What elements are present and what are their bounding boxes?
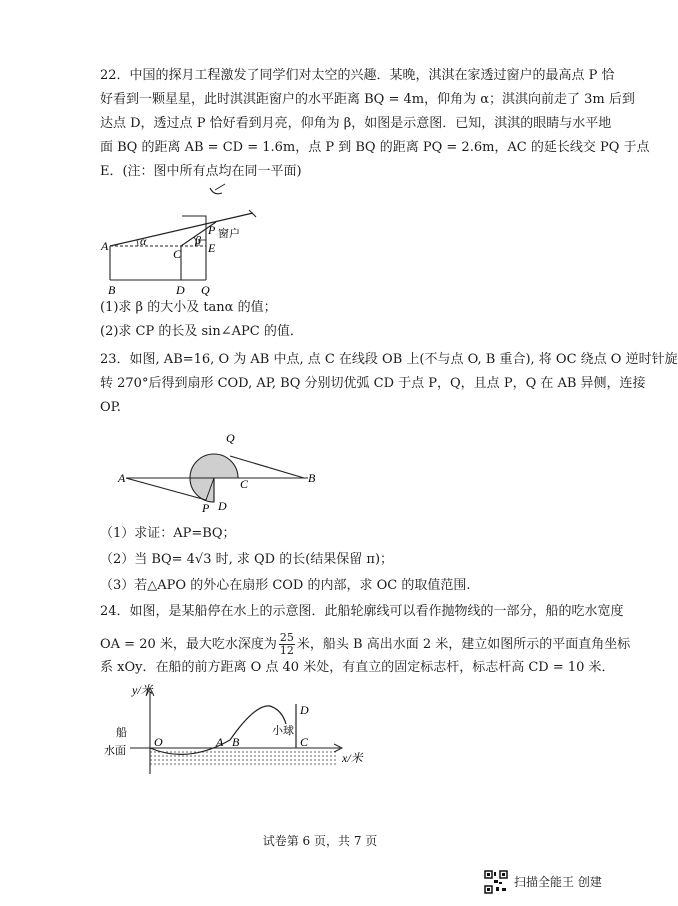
- q24-line-2: [100, 632, 630, 657]
- q22-label-beta: β: [195, 233, 201, 247]
- q22-line-5: E．(注：图中所有点均在同一平面): [100, 164, 302, 179]
- q24-label-ball: 小球: [272, 724, 294, 737]
- q23-figure: [118, 430, 328, 520]
- q24-figure: [100, 683, 363, 776]
- q22-line-4: 面 BQ 的距离 AB = CD = 1.6m，点 P 到 BQ 的距离 PQ = 2.6m，AC 的延长线交 PQ 于点: [100, 140, 650, 155]
- q23-label-p: P: [202, 501, 210, 515]
- tangent-bq: [230, 456, 304, 478]
- q23-label-q: Q: [226, 431, 235, 445]
- q24-label-o: O: [154, 735, 163, 749]
- q24-line-3: 系 xOy．在船的前方距离 O 点 40 米处，有直立的固定标志杆，标志杆高 CD = 10 米．: [100, 660, 615, 675]
- qr-code-icon: [484, 870, 508, 894]
- q22-line-2: 好看到一颗星星，此时淇淇距窗户的水平距离 BQ = 4m，仰角为 α；淇淇向前走了 3m 后到: [100, 92, 635, 107]
- q24-frac-num: 25: [279, 631, 294, 644]
- q24-line-1: 24．如图，是某船停在水上的示意图．此船轮廓线可以看作抛物线的一部分，船的吃水宽度: [100, 604, 624, 619]
- q24-label-b: B: [232, 735, 240, 749]
- q24-label-d: D: [300, 703, 309, 717]
- q22-figure: [98, 188, 268, 300]
- q22-label-window: 窗户: [218, 227, 240, 240]
- q23-label-c: C: [240, 477, 249, 491]
- page-footer: 试卷第 6 页，共 7 页: [262, 834, 378, 848]
- q22-label-alpha: α: [140, 234, 147, 248]
- q22-label-b: B: [108, 283, 116, 297]
- q23-line-1: 23．如图, AB=16, O 为 AB 中点, 点 C 在线段 OB 上(不与点 O, B 重合), 将 OC 绕点 O 逆时针旋: [100, 352, 678, 367]
- q24-line-2a: OA = 20 米，最大吃水深度为: [100, 637, 277, 652]
- q24-label-x: x/米: [342, 751, 363, 765]
- q22-label-c: C: [173, 247, 182, 261]
- q22-label-q: Q: [201, 283, 210, 297]
- q22-label-e: E: [208, 241, 216, 255]
- scanner-watermark: 扫描全能王 创建: [514, 875, 602, 889]
- q22-line-3: 达点 D，透过点 P 恰好看到月亮，仰角为 β，如图是示意图．已知，淇淇的眼睛与水平地: [100, 116, 612, 131]
- q24-label-a: A: [216, 735, 224, 749]
- q23-label-d: D: [218, 499, 227, 513]
- q22-line-1: 22．中国的探月工程激发了同学们对太空的兴趣．某晚，淇淇在家透过窗户的最高点 P 恰: [100, 68, 615, 83]
- q22-label-d: D: [176, 283, 185, 297]
- q23-sub1: （1）求证：AP=BQ；: [100, 526, 236, 541]
- q22-sub2: (2)求 CP 的长及 sin∠APC 的值．: [100, 324, 303, 339]
- q24-label-water: 水面: [104, 744, 126, 757]
- q22-label-p: P: [208, 223, 216, 237]
- q22-label-a: A: [101, 239, 109, 253]
- q23-sub2: （2）当 BQ= 4√3 时, 求 QD 的长(结果保留 π)；: [100, 552, 394, 567]
- q24-label-c: C: [300, 735, 309, 749]
- q23-line-3: OP.: [100, 400, 121, 415]
- q24-label-y: y/米: [132, 683, 153, 697]
- q22-sub1: (1)求 β 的大小及 tanα 的值；: [100, 300, 277, 315]
- q24-label-ship: 船: [116, 726, 127, 739]
- q24-line-2b: 米，船头 B 高出水面 2 米，建立如图所示的平面直角坐标: [296, 637, 631, 652]
- q24-frac-den: 12: [279, 644, 294, 657]
- q24-fraction: [279, 632, 295, 657]
- q23-label-a: A: [118, 471, 126, 485]
- q23-line-2: 转 270°后得到扇形 COD, AP, BQ 分别切优弧 CD 于点 P，Q，且点 P，Q 在 AB 异侧，连接: [100, 376, 646, 391]
- q23-label-b: B: [308, 471, 316, 485]
- q23-sub3: （3）若△APO 的外心在扇形 COD 的内部，求 OC 的取值范围.: [100, 578, 471, 593]
